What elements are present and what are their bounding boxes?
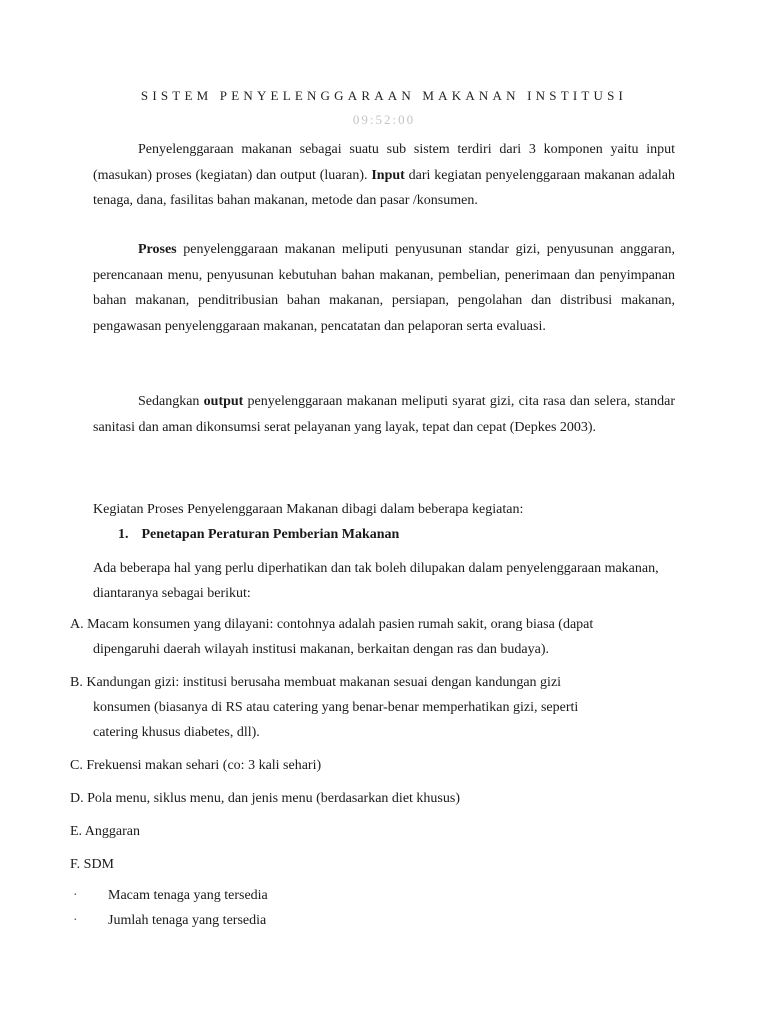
timestamp: 09:52:00 <box>352 112 416 127</box>
list-item-line: B. Kandungan gizi: institusi berusaha membuat makanan sesuai dengan kandungan gizi <box>70 675 562 690</box>
list-item-a <box>70 612 690 662</box>
paragraph-text: Sedangkan <box>138 394 204 409</box>
list-item-line: A. Macam konsumen yang dilayani: contohnya adalah pasien rumah sakit, orang biasa (dapat <box>70 617 594 632</box>
paragraph-text: Penyelenggaraan makanan sebagai suatu sub sistem terdiri dari 3 komponen yaitu input (masukan) proses (kegiatan) dan output (luaran). <box>93 142 675 183</box>
list-item-d: D. Pola menu, siklus menu, dan jenis menu (berdasarkan diet khusus) <box>70 791 460 806</box>
paragraph-input <box>93 137 675 214</box>
paragraph-text: dari kegiatan penyelenggaraan makanan adalah tenaga, dana, fasilitas bahan makanan, metode dan pasar /konsumen. <box>93 167 676 208</box>
list-item-line: catering khusus diabetes, dll). <box>93 725 260 740</box>
paragraph-output <box>93 389 675 440</box>
list-item-b <box>70 670 690 745</box>
heading-text: Penetapan Peraturan Pemberian Makanan <box>141 527 400 542</box>
bullet-marker: · <box>73 913 78 928</box>
paragraph-ada: Ada beberapa hal yang perlu diperhatikan dan tak boleh dilupakan dalam penyelenggaraan makanan, diantaranya sebagai berikut: <box>93 561 659 601</box>
document-title: SISTEM PENYELENGGARAAN MAKANAN INSTITUSI <box>140 88 628 103</box>
heading-number: 1. <box>118 527 129 542</box>
list-item-line: dipengaruhi daerah wilayah institusi makanan, berkaitan dengan ras dan budaya). <box>93 642 550 657</box>
intro-line: Kegiatan Proses Penyelenggaraan Makanan dibagi dalam beberapa kegiatan: <box>93 502 524 517</box>
bold-term-output: output <box>203 394 244 409</box>
bold-term-input: Input <box>371 167 405 183</box>
list-item-c: C. Frekuensi makan sehari (co: 3 kali sehari) <box>70 758 322 773</box>
list-item-e: E. Anggaran <box>70 824 140 839</box>
bullet-text: Jumlah tenaga yang tersedia <box>108 913 267 928</box>
paragraph-text: penyelenggaraan makanan meliputi syarat gizi, cita rasa dan selera, standar sanitasi dan aman dikonsumsi serat pelayanan yang layak, tepat dan cepat (Depkes 2003). <box>93 394 675 435</box>
bullet-marker: · <box>73 888 78 903</box>
bold-term-proses: Proses <box>138 242 177 257</box>
section-heading <box>118 522 399 547</box>
bullet-text: Macam tenaga yang tersedia <box>108 888 268 903</box>
bullet-item <box>73 908 266 933</box>
list-item-line: konsumen (biasanya di RS atau catering yang benar-benar memperhatikan gizi, seperti <box>93 700 579 715</box>
paragraph-text: penyelenggaraan makanan meliputi penyusunan standar gizi, penyusunan anggaran, perencanaan menu, penyusunan kebutuhan bahan makanan, pembelian, penerimaan dan penyimpanan bahan makanan, penditribusian bahan makanan, persiapan, pengolahan dan distribusi makanan, pengawasan penyelenggaraan makanan, pencatatan dan pelaporan serta evaluasi. <box>93 242 675 334</box>
list-item-f: F. SDM <box>70 857 115 872</box>
paragraph-proses <box>93 237 675 339</box>
bullet-item <box>73 883 268 908</box>
